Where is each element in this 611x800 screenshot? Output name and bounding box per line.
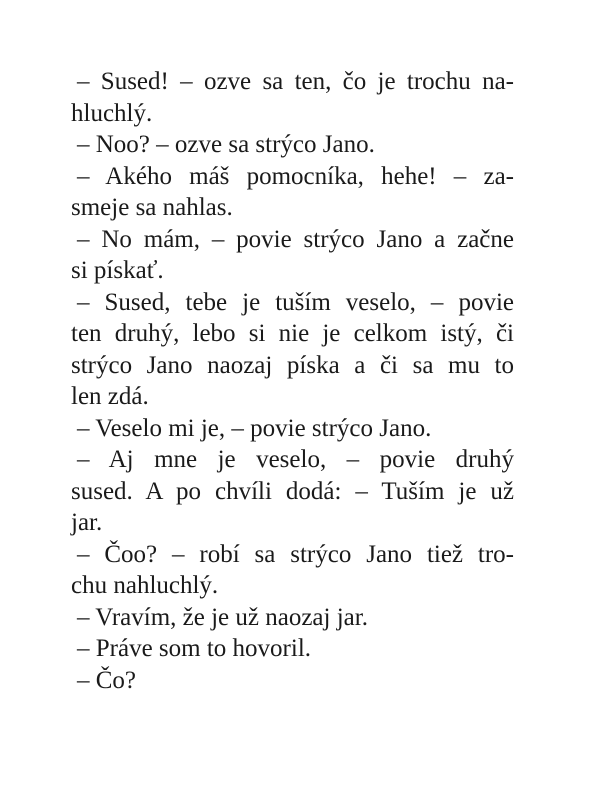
text-line: – Sused, tebe je tuším veselo, – povie [77, 288, 514, 316]
paragraph [74, 129, 514, 161]
text-line: – No mám, – povie strýco Jano a začne [77, 225, 514, 253]
text-line: len zdá. [71, 383, 149, 410]
text-line: – Čoo? – robí sa strýco Jano tiež tro- [77, 540, 514, 568]
text-line: – Veselo mi je, – povie strýco Jano. [77, 414, 432, 442]
text-line: – Akého máš pomocníka, hehe! – za- [77, 162, 514, 190]
text-line: – Noo? – ozve sa strýco Jano. [77, 131, 375, 158]
paragraph [71, 287, 514, 413]
text-line: jar. [71, 509, 103, 536]
text-line: – Čo? [77, 666, 137, 694]
text-line: strýco Jano naozaj píska a či sa mu to [71, 351, 514, 379]
text-line: – Vravím, že je už naozaj jar. [77, 603, 368, 631]
text-line: chu nahluchlý. [71, 572, 219, 599]
text-line: – Aj mne je veselo, – povie druhý [77, 446, 514, 473]
paragraph [74, 602, 514, 634]
text-line: smeje sa nahlas. [71, 194, 233, 221]
paragraph [71, 66, 514, 129]
paragraph [74, 665, 514, 697]
text-line: si pískať. [71, 257, 164, 284]
paragraph [74, 633, 514, 665]
paragraph [71, 224, 514, 287]
text-line: – Sused! – ozve sa ten, čo je trochu na- [77, 68, 514, 95]
text-line: hluchlý. [71, 99, 153, 127]
paragraph [71, 444, 514, 539]
paragraph [71, 161, 514, 224]
text-line: sused. A po chvíli dodá: – Tuším je už [71, 477, 514, 505]
book-page [71, 66, 514, 696]
text-line: ten druhý, lebo si nie je celkom istý, či [71, 320, 514, 347]
text-line: – Práve som to hovoril. [77, 635, 312, 662]
paragraph [71, 539, 514, 602]
paragraph [74, 413, 514, 445]
